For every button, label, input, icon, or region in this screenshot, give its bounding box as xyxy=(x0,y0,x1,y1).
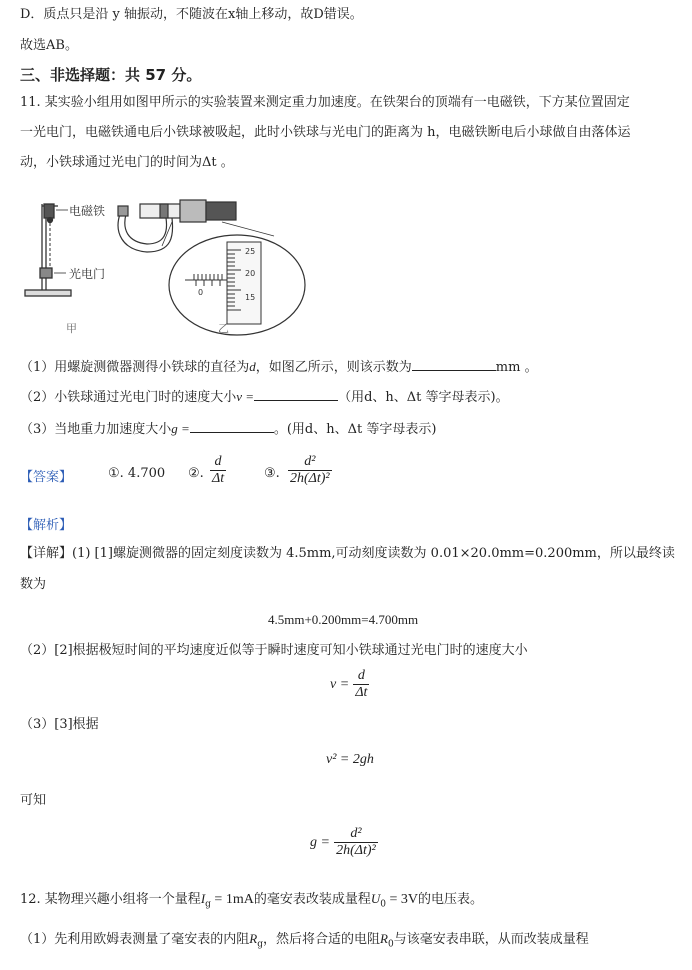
eq-v-lhs: v = xyxy=(330,677,350,692)
caption-jia: 甲 xyxy=(66,322,77,335)
q12-ig-value: = 1mA xyxy=(210,892,254,907)
q11-sub1-mid: ，如图乙所示，则该示数为 xyxy=(255,360,412,375)
q12-u0-symbol: U xyxy=(370,891,381,906)
scale-label-15: 15 xyxy=(245,293,256,302)
answer-label: 【答案】 xyxy=(20,470,73,485)
q11-sub1 xyxy=(20,358,538,377)
q12-stem-mid: 的毫安表改装成量程 xyxy=(253,892,371,907)
frac-numerator: d xyxy=(210,454,226,471)
detail-line-4: （3）[3]根据 xyxy=(20,717,99,732)
frac-denominator: Δt xyxy=(212,471,225,486)
q11-sub2 xyxy=(20,388,509,407)
eq-v-squared: v² = 2gh xyxy=(326,752,374,767)
q12-sub1-text: （1）先利用欧姆表测量了毫安表的内阻 xyxy=(20,932,250,947)
scale-label-20: 20 xyxy=(245,269,256,278)
q11-stem-line-3: 动，小铁球通过光电门的时间为Δt 。 xyxy=(20,155,234,170)
frac-numerator: d xyxy=(353,668,369,685)
detail-line-1: 【详解】(1) [1]螺旋测微器的固定刻度读数为 4.5mm,可动刻度读数为 0.01×20.0mm=0.200mm，所以最终读 xyxy=(20,546,675,561)
q12-r0-subscript: 0 xyxy=(387,939,394,950)
frac-numerator: d² xyxy=(288,454,332,471)
q12-rg-subscript: g xyxy=(257,939,263,950)
q12-u0-value: = 3V xyxy=(385,892,418,907)
q12-stem-post: 的电压表。 xyxy=(417,892,483,907)
q12-ig-symbol: I xyxy=(200,891,206,906)
answer-3-label: ③. xyxy=(264,466,280,481)
frac-denominator: 2h(Δt)² xyxy=(336,843,376,858)
scale-label-25: 25 xyxy=(245,247,256,256)
q12-stem-text: 12. 某物理兴趣小组将一个量程 xyxy=(20,892,201,907)
analysis-label: 【解析】 xyxy=(20,518,73,533)
q12-sub1-post: 与该毫安表串联，从而改装成量程 xyxy=(393,932,589,947)
q11-sub3-text: （3）当地重力加速度大小 xyxy=(20,422,172,437)
answer-blank-1[interactable] xyxy=(412,370,496,371)
figure-jia-apparatus xyxy=(25,204,71,296)
q12-ig-subscript: g xyxy=(205,899,211,910)
q11-sub2-text: （2）小铁球通过光电门时的速度大小 xyxy=(20,390,237,405)
detail-line-3: （2）[2]根据极短时间的平均速度近似等于瞬时速度可知小铁球通过光电门时的速度大小 xyxy=(20,643,528,658)
eq-sum: 4.5mm+0.200mm=4.700mm xyxy=(268,612,419,627)
q11-figure xyxy=(22,192,312,342)
q12-sub1 xyxy=(20,930,589,954)
q12-rg-symbol: R xyxy=(249,931,258,946)
q11-sub1-var: d xyxy=(249,359,256,374)
q11-sub2-post: （用d、h、Δt 等字母表示)。 xyxy=(338,390,509,405)
q11-sub1-text: （1）用螺旋测微器测得小铁球的直径为 xyxy=(20,360,250,375)
q12-u0-subscript: 0 xyxy=(380,899,386,910)
answer-2-fraction xyxy=(210,454,226,487)
frac-denominator: 2h(Δt)² xyxy=(290,471,330,486)
section-title: 三、非选择题：共 57 分。 xyxy=(20,66,202,84)
answer-1: ①. 4.700 xyxy=(108,466,166,481)
q11-sub3-var: g = xyxy=(171,421,190,436)
answer-blank-3[interactable] xyxy=(190,432,274,433)
q11-sub2-var: v = xyxy=(236,389,255,404)
q11-stem-line-2: 一光电门，电磁铁通电后小铁球被吸起，此时小铁球与光电门的距离为 h，电磁铁断电后小球做自由落体运 xyxy=(20,125,631,140)
q12-r0-symbol: R xyxy=(380,931,388,946)
caption-yi: 乙 xyxy=(218,322,229,335)
q11-stem-line-1: 11. 某实验小组用如图甲所示的实验装置来测定重力加速度。在铁架台的顶端有一电磁铁，下方某位置固定 xyxy=(20,95,630,110)
frac-numerator: d² xyxy=(334,826,378,843)
answer-blank-2[interactable] xyxy=(254,400,338,401)
answer-3-fraction xyxy=(288,454,332,487)
eq-v xyxy=(330,668,369,701)
eq-g-lhs: g = xyxy=(310,835,330,850)
detail-line-2: 数为 xyxy=(20,577,47,592)
label-gate: 光电门 xyxy=(69,267,106,281)
q11-sub3-post: 。(用d、h、Δt 等字母表示) xyxy=(273,422,437,437)
q11-sub1-unit: mm 。 xyxy=(495,360,538,375)
conclusion-line: 故选AB。 xyxy=(20,38,78,53)
q11-sub3 xyxy=(20,420,436,439)
q12-stem xyxy=(20,890,483,914)
scale-label-0: 0 xyxy=(198,288,204,297)
answer-2-label: ②. xyxy=(188,466,204,481)
option-d-line: D．质点只是沿 y 轴振动，不随波在x轴上移动，故D错误。 xyxy=(20,7,363,22)
detail-line-5: 可知 xyxy=(20,793,47,808)
eq-g xyxy=(310,826,378,859)
q12-sub1-mid: ，然后将合适的电阻 xyxy=(263,932,381,947)
label-magnet: 电磁铁 xyxy=(69,204,106,218)
frac-denominator: Δt xyxy=(355,685,368,700)
